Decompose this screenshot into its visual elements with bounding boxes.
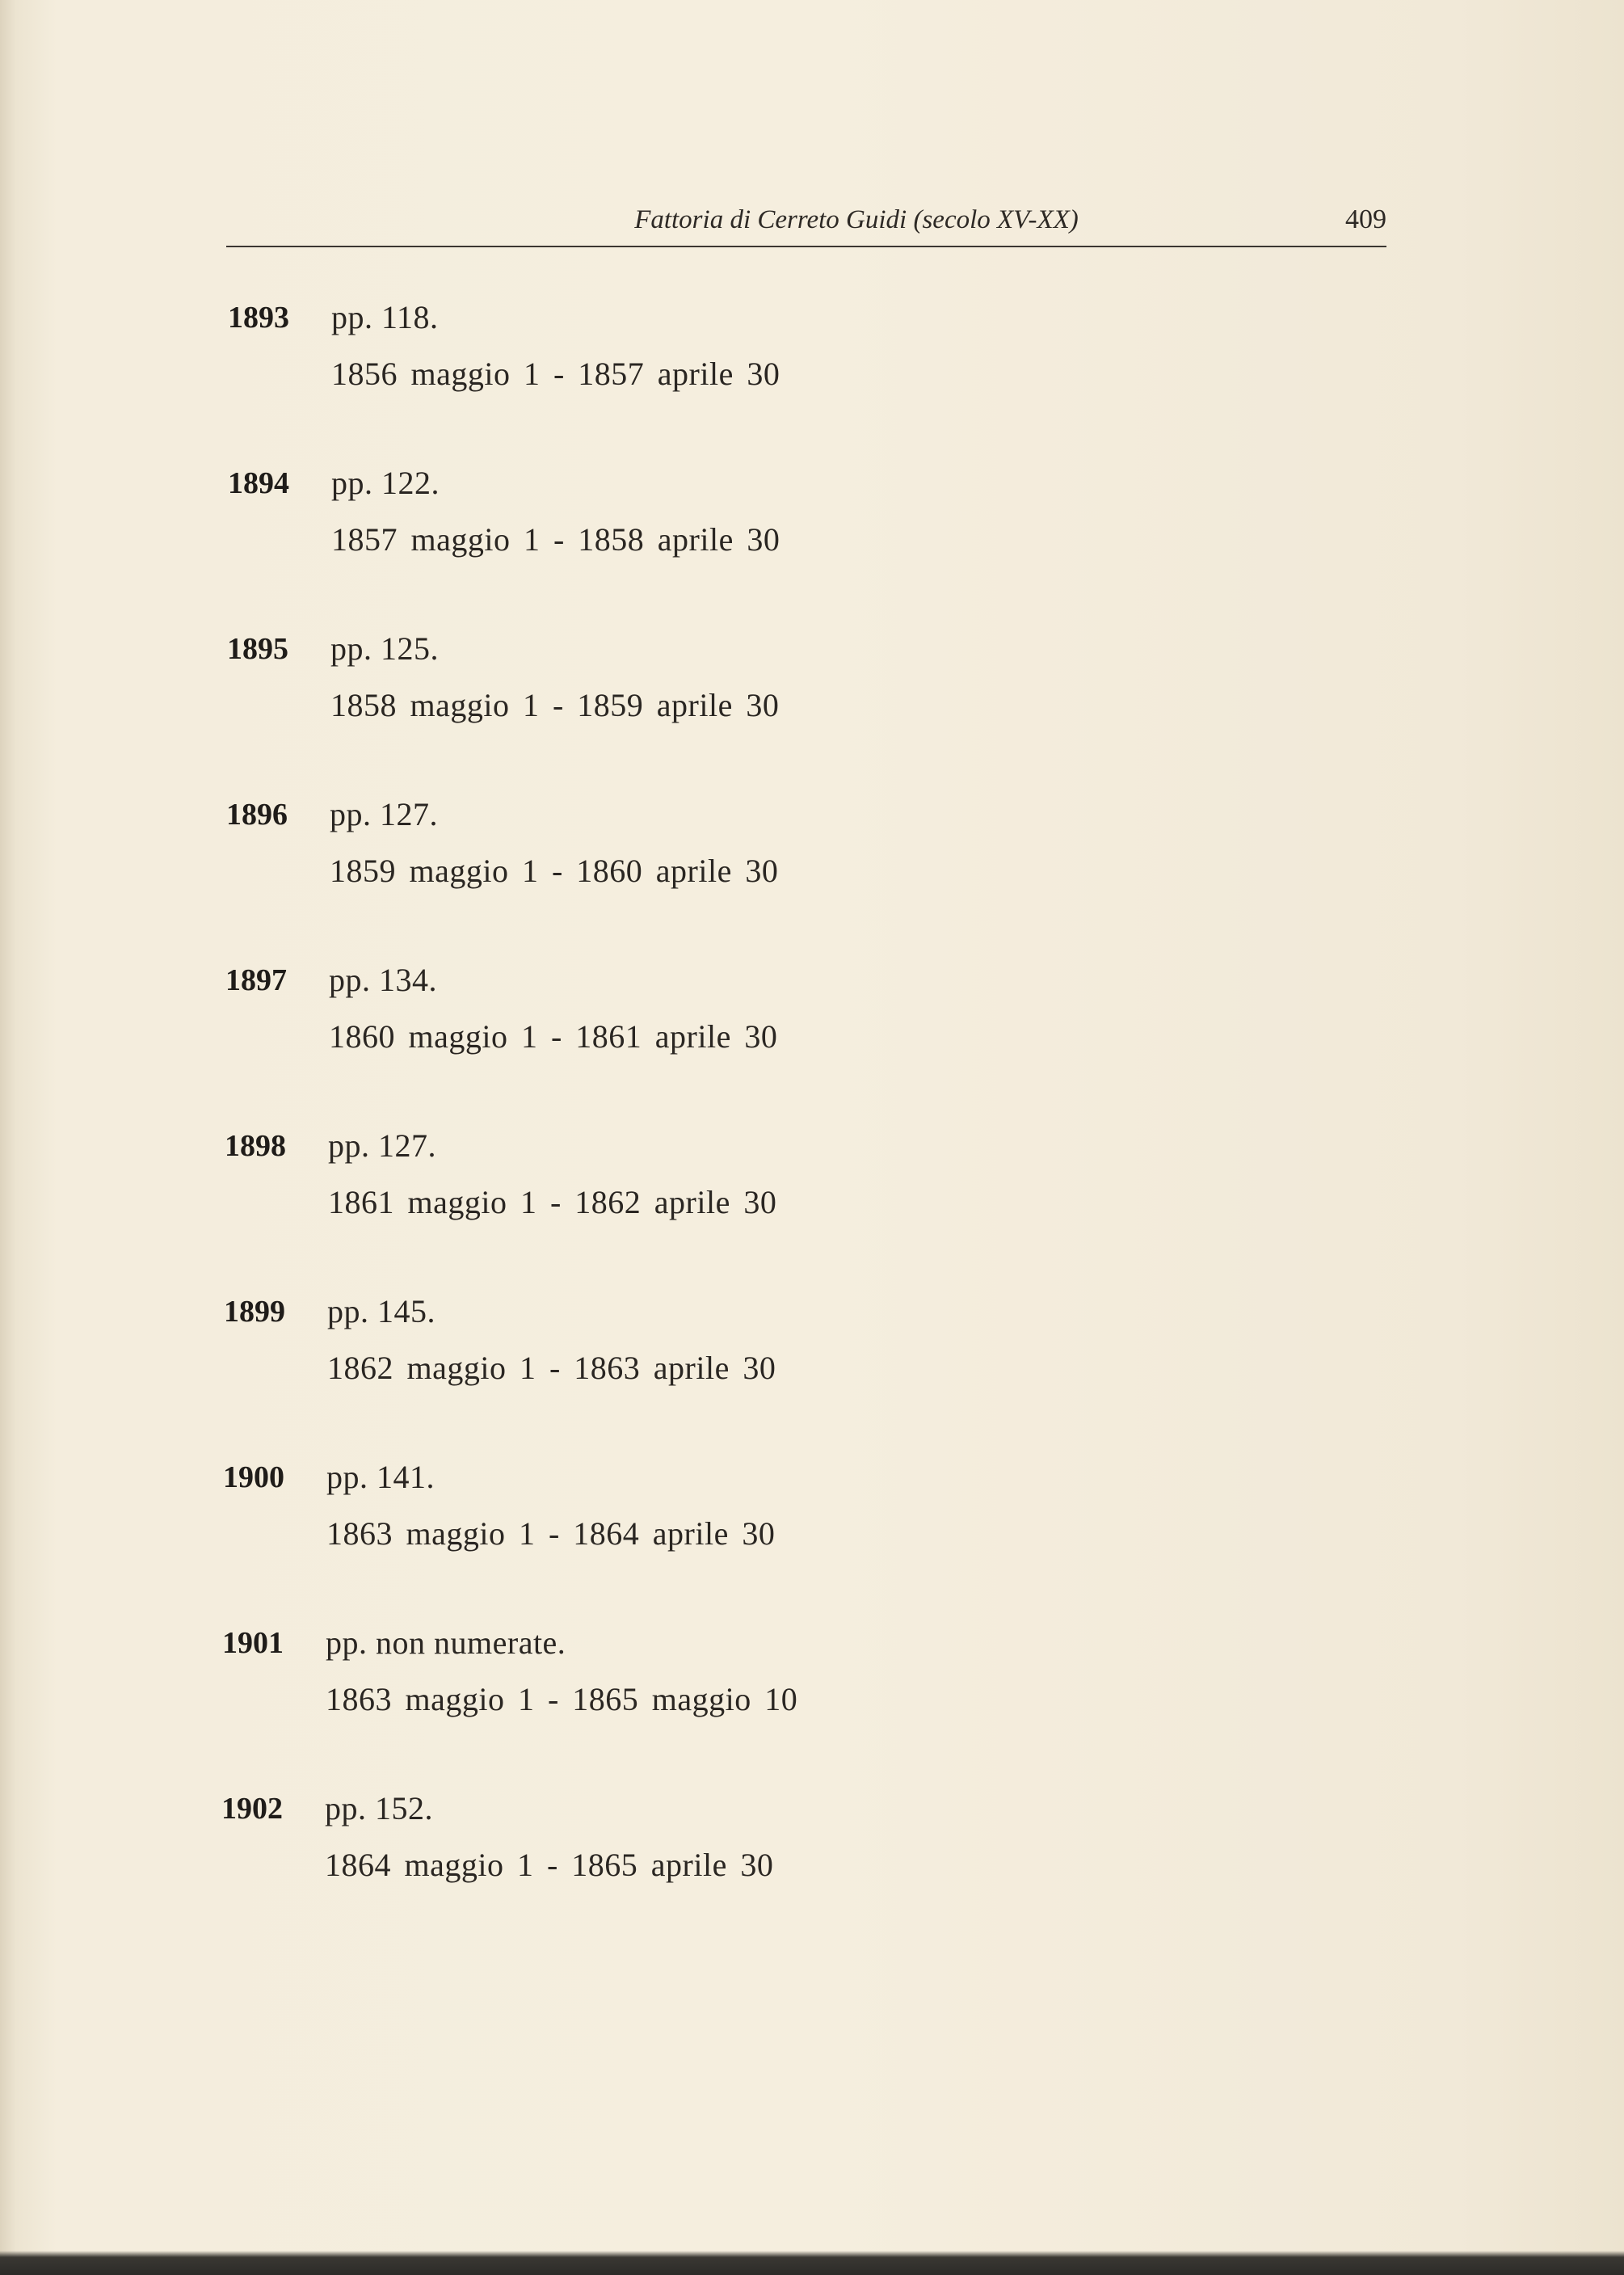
entry-number: 1901 (222, 1626, 284, 1660)
entry-number: 1897 (225, 963, 287, 997)
entry-1896 (226, 794, 953, 916)
entry-pages: pp. 118. (331, 299, 439, 335)
entry-number: 1899 (224, 1295, 285, 1329)
entry-dates: 1858 maggio 1 - 1859 aprile 30 (330, 687, 780, 723)
entry-1902 (221, 1788, 949, 1910)
entry-dates: 1861 maggio 1 - 1862 aprile 30 (328, 1184, 777, 1220)
entry-dates: 1863 maggio 1 - 1864 aprile 30 (326, 1515, 776, 1552)
entry-dates: 1860 maggio 1 - 1861 aprile 30 (329, 1018, 778, 1055)
entry-number: 1900 (223, 1460, 284, 1494)
running-title: Fattoria di Cerreto Guidi (secolo XV-XX) (634, 205, 1079, 234)
entry-number: 1896 (226, 798, 288, 832)
entry-dates: 1863 maggio 1 - 1865 maggio 10 (326, 1681, 798, 1717)
entry-1895 (227, 629, 954, 750)
entry-1899 (224, 1291, 951, 1413)
entry-1893 (228, 297, 955, 419)
entry-pages: pp. 152. (325, 1790, 433, 1826)
entry-pages: pp. 125. (330, 630, 439, 667)
entry-number: 1898 (225, 1129, 286, 1163)
entry-dates: 1856 maggio 1 - 1857 aprile 30 (331, 356, 780, 392)
entry-pages: pp. 127. (330, 796, 438, 832)
entry-1901 (222, 1623, 949, 1744)
entry-pages: pp. 145. (327, 1293, 435, 1329)
entry-number: 1894 (228, 466, 289, 500)
entry-1894 (228, 463, 955, 584)
entry-pages: pp. 122. (331, 465, 440, 501)
entry-pages: pp. 141. (326, 1459, 435, 1495)
entry-pages: pp. non numerate. (326, 1624, 566, 1661)
entry-dates: 1857 maggio 1 - 1858 aprile 30 (331, 521, 780, 558)
entry-1897 (225, 960, 953, 1081)
entry-dates: 1859 maggio 1 - 1860 aprile 30 (330, 853, 779, 889)
entry-number: 1902 (221, 1792, 283, 1826)
entry-1898 (225, 1126, 952, 1247)
entry-dates: 1862 maggio 1 - 1863 aprile 30 (327, 1350, 776, 1386)
entry-number: 1893 (228, 301, 289, 335)
entry-pages: pp. 134. (329, 962, 437, 998)
page-bottom-edge (0, 2251, 1624, 2275)
entry-1900 (223, 1457, 950, 1578)
entry-number: 1895 (227, 632, 288, 666)
entry-pages: pp. 127. (328, 1127, 436, 1164)
page-number: 409 (1345, 204, 1386, 234)
entry-dates: 1864 maggio 1 - 1865 aprile 30 (325, 1847, 774, 1883)
